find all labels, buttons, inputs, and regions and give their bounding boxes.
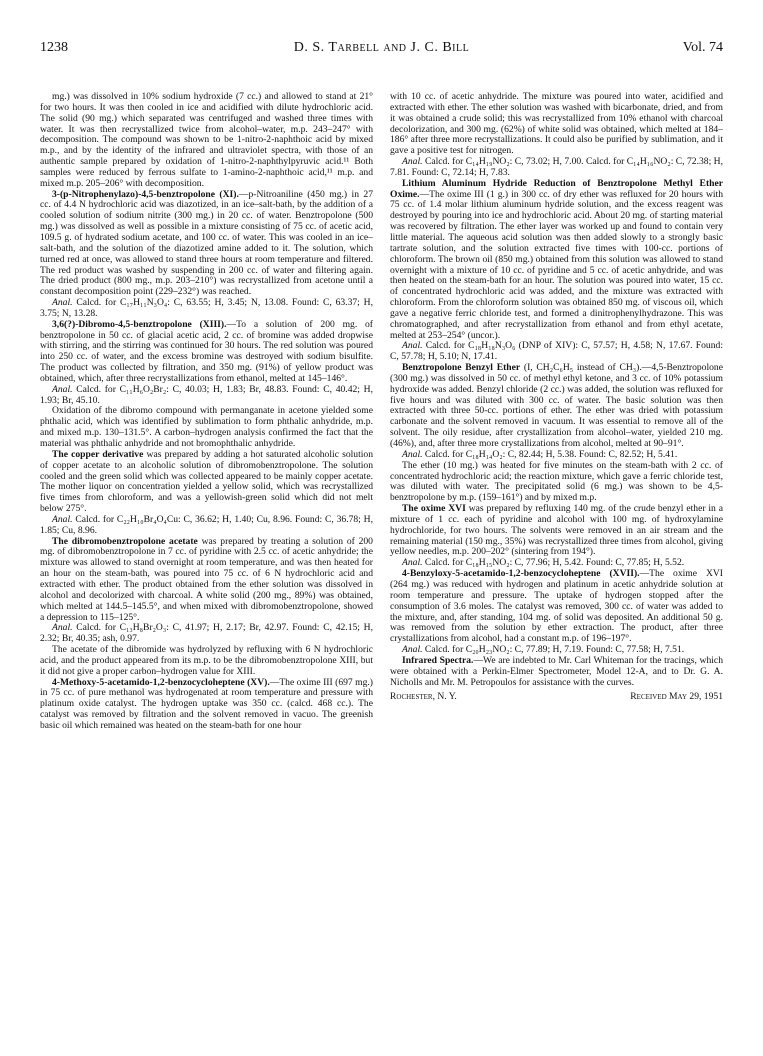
analysis-label: Anal.	[52, 383, 73, 395]
analysis-label: Anal.	[52, 513, 73, 525]
paragraph-text: mg.) was dissolved in 10% sodium hydroxide (7 cc.) and allowed to stand at 21° for two hours. It was then cooled in ice and acidified with dilute hydrochloric acid. The solid (90 mg.) which separated was centrifuged and washed three times with water. It was then recrystallized twice from alcohol–water, m.p. 243–247° with decomposition. The compound was shown to be 1-nitro-2-naphthoic acid by mixed m.p., and by the identity of the infrared and ultraviolet spectra, with those of an authentic sample prepared by oxidation of 1-nitro-2-naphthylpyruvic acid.¹¹ Both samples were reduced by ferrous sulfate to 1-amino-2-naphthoic acid,¹¹ m.p. and mixed m.p. 205–206° with decomposition.	[40, 92, 373, 189]
paragraph-text: Calcd. for C₂₀H₂₃NO₂: C, 77.89; H, 7.19. Found: C, 77.58; H, 7.51.	[422, 644, 685, 656]
paragraph-text: —The oxime III (697 mg.) in 75 cc. of pure methanol was hydrogenated at room temperature and pressure with platinum oxide catalyst. The hydrogen uptake was 350 cc. (calcd. 468 cc.). The catalyst was removed by filtration and the solvent removed in vacuo. The greenish basic oil which remained was heated on the steam-bath for one hour	[40, 676, 373, 731]
paragraph	[390, 569, 723, 645]
paragraph-text: Calcd. for C₁₈H₁₄O₂: C, 82.44; H, 5.38. Found: C, 82.52; H, 5.41.	[422, 448, 678, 460]
analysis-label: Anal.	[402, 644, 423, 656]
paragraph-heading: 3,6(?)-Dibromo-4,5-benztropolone (XIII).	[52, 318, 227, 330]
paragraph-text: (I, CH₂C₆H₅ instead of CH₃).—4,5-Benztropolone (300 mg.) was dissolved in 50 cc. of methyl ethyl ketone, and 3 cc. of 10% potassium hydroxide was added. Benzyl chloride (2 cc.) was added, the solution was refluxed for five hours and was diluted with 300 cc. of water. The basic solution was then extracted with three 50-cc. portions of ether. The ether was dried with potassium carbonate and the solvent removed in vacuum. It was essential to remove all of the solvent. The oily residue, after crystallization from alcohol–water, yielded 210 mg. (46%), and, after three more crystallizations from alcohol, melted at 90–91°.	[390, 362, 723, 449]
paragraph	[40, 623, 373, 645]
paragraph-heading: 4-Methoxy-5-acetamido-1,2-benzocycloheptene (XV).	[52, 676, 270, 688]
paragraph	[390, 363, 723, 450]
paragraph-heading: Infrared Spectra.	[402, 654, 474, 666]
right-column	[390, 92, 723, 1032]
paragraph-text: was prepared by adding a hot saturated alcoholic solution of copper acetate to an alcoholic solution of dibromobenztropolone. The solution cooled and the green solid which was collected appeared to be mainly copper acetate. The mother liquor on concentration yielded a yellow solid, which was recrystallized five times from chloroform, and was a yellowish-green solid which did not melt below 275°.	[40, 448, 373, 515]
paragraph	[40, 190, 373, 298]
paragraph	[40, 92, 373, 190]
running-title: D. S. Tarbell and J. C. Bill	[293, 40, 470, 55]
article-footer	[390, 692, 723, 704]
paragraph-text: Calcd. for C₁₃H₈Br₂O₃: C, 41.97; H, 2.17; Br, 42.97. Found: C, 42.15; H, 2.32; Br, 40.35; ash, 0.97.	[40, 622, 373, 645]
paragraph	[390, 341, 723, 363]
paragraph	[40, 385, 373, 407]
paragraph-text: Calcd. for C₁₇H₁₁N₃O₄: C, 63.55; H, 3.45; N, 13.08. Found: C, 63.37; H, 3.75; N, 13.28.	[40, 297, 373, 319]
paragraph	[40, 320, 373, 385]
paragraph-heading: 4-Benzyloxy-5-acetamido-1,2-benzocycloheptene (XVII).	[402, 568, 640, 580]
paragraph	[40, 450, 373, 515]
paragraph	[390, 157, 723, 179]
paragraph	[390, 92, 723, 157]
paragraph-heading: The oxime XVI	[402, 503, 466, 515]
paragraph-text: —We are indebted to Mr. Carl Whiteman for the tracings, which were obtained with a Perkin-Elmer Spectrometer, Model 12-A, and to Dr. G. A. Nicholls and Mr. M. Petropoulos for assistance with the curves.	[390, 654, 723, 688]
paragraph-heading: 3-(p-Nitrophenylazo)-4,5-benztropolone (XI).	[52, 188, 239, 200]
paragraph	[390, 461, 723, 504]
paragraph-text: Calcd. for C₁₈H₁₈N₃O₆ (DNP of XIV): C, 57.57; H, 4.58; N, 17.67. Found: C, 57.78; H, 5.10; N, 17.41.	[390, 340, 723, 363]
received-date: Received May 29, 1951	[630, 691, 723, 703]
paragraph-heading: The copper derivative	[52, 448, 144, 460]
paragraph	[40, 678, 373, 732]
paragraph	[40, 298, 373, 320]
paragraph	[40, 645, 373, 678]
analysis-label: Anal.	[52, 622, 73, 634]
paragraph-text: —The oxime XVI (264 mg.) was reduced with hydrogen and platinum in acetic anhydride solution at room temperature and pressure. The uptake of hydrogen stopped after the consumption of 3.6 moles. The catalyst was removed, 300 cc. of water was added to the mixture, and, after standing, 104 mg. of solid was deposited. An additional 50 g. was removed from the solution by ether extraction. The product, after three crystallizations from alcohol, had a constant m.p. of 196–197°.	[390, 568, 723, 645]
paragraph-text: with 10 cc. of acetic anhydride. The mixture was poured into water, acidified and extracted with ether. The ether solution was washed with bicarbonate, dried, and from it was obtained a crude solid; this was recrystallized from 10% ethanol with charcoal decolorization, and 300 mg. (62%) of white solid was obtained, which melted at 184–186° after three more recrystallizations. It could also be purified by sublimation, and it gave a positive test for nitrogen.	[390, 92, 723, 157]
paragraph-text: Calcd. for C₂₂H₁₀Br₄O₄Cu: C, 36.62; H, 1.40; Cu, 8.96. Found: C, 36.78; H, 1.85; Cu, 8.96.	[40, 513, 373, 536]
paragraph	[40, 406, 373, 449]
paragraph-text: The acetate of the dibromide was hydrolyzed by refluxing with 6 N hydrochloric acid, and the product appeared from its m.p. to be the dibromobenztropolone XIII, but it did not give a proper carbon–hydrogen value for XIII.	[40, 644, 373, 677]
paragraph-heading: Benztropolone Benzyl Ether	[402, 362, 521, 374]
paragraph-text: The ether (10 mg.) was heated for five minutes on the steam-bath with 2 cc. of concentrated hydrochloric acid; the reaction mixture, which gave a ferric chloride test, was diluted with water. The precipitated solid (6 mg.) was shown to be 4,5-benztropolone by m.p. (159–161°) and by mixed m.p.	[390, 459, 723, 504]
paragraph	[40, 515, 373, 537]
left-column	[40, 92, 373, 1032]
paragraph-text: —p-Nitroaniline (450 mg.) in 27 cc. of 4.4 N hydrochloric acid was diazotized, in an ice–salt-bath, by the addition of a cooled solution of sodium nitrite (300 mg.) in 20 cc. of water. Benztropolone (500 mg.) was dissolved as well as possible in a mixture consisting of 75 cc. of acetic acid, 109.5 g. of hydrated sodium acetate, and 100 cc. of water. This was cooled in an ice–salt-bath, and the solution of the diazotized amine added to it. The solution, which turned red at once, was allowed to stand three hours at room temperature and filtered. The red product was washed by suspending in 200 cc. of water and filtering again. The dried product (800 mg., m.p. 203–210°) was recrystallized from acetone until a constant decomposition point (229–232°) was reached.	[40, 188, 373, 298]
paragraph	[40, 537, 373, 624]
volume-label: Vol. 74	[682, 40, 723, 55]
analysis-label: Anal.	[52, 297, 73, 309]
analysis-label: Anal.	[402, 557, 423, 569]
paragraph	[390, 656, 723, 689]
paragraph	[390, 504, 723, 558]
author-location: Rochester, N. Y.	[390, 691, 457, 703]
paragraph-heading: Lithium Aluminum Hydride Reduction of Benztropolone Methyl Ether Oxime.	[390, 177, 723, 200]
running-header	[40, 40, 723, 60]
paragraph-text: —The oxime III (1 g.) in 300 cc. of dry ether was refluxed for 20 hours with 75 cc. of 1.4 molar lithium aluminum hydride solution, and the excess reagent was destroyed by pouring into ice and hydrochloric acid. About 20 mg. of starting material was recovered by filtration. The ether layer was worked up and found to contain very little material. The aqueous acid solution was then added slowly to a strongly basic tartrate solution, and the solution extracted five times with 100-cc. portions of chloroform. The brown oil (850 mg.) obtained from this solution was allowed to stand overnight with a mixture of 10 cc. of pyridine and 5 cc. of acetic anhydride, and was then heated on the steam-bath for an hour. The solution was poured into water, 15 cc. of concentrated hydrochloric acid was added, and the mixture was extracted with chloroform. From the chloroform solution was obtained 850 mg. of viscous oil, which gave a negative ferric chloride test, and formed a dinitrophenylhydrazone. This was chromatographed, and after recrystallization from ethanol and from ethyl acetate, melted at 253–254° (uncor.).	[390, 188, 723, 341]
page-number: 1238	[40, 40, 68, 55]
paragraph-text: Calcd. for C₁₈H₁₅NO₂: C, 77.96; H, 5.42. Found: C, 77.85; H, 5.52.	[422, 557, 685, 569]
paragraph-text: Calcd. for C₁₁H₆O₂Br₂: C, 40.03; H, 1.83; Br, 48.83. Found: C, 40.42; H, 1.93; Br, 45.10.	[40, 383, 373, 406]
paragraph-text: Calcd. for C₁₄H₁₉NO₂: C, 73.02; H, 7.00. Calcd. for C₁₄H₁₆NO₂: C, 72.38; H, 7.81. Found: C, 72.14; H, 7.83.	[390, 156, 723, 178]
analysis-label: Anal.	[402, 340, 423, 352]
paragraph-heading: The dibromobenztropolone acetate	[52, 535, 198, 547]
analysis-label: Anal.	[402, 156, 423, 168]
paragraph	[390, 179, 723, 342]
paragraph-text: —To a solution of 200 mg. of benztropolone in 50 cc. of glacial acetic acid, 2 cc. of bromine was added dropwise with stirring, and the stirring was continued for 30 hours. The red solution was poured into 250 cc. of water, and the excess bromine was destroyed with sodium bisulfite. The product was collected by filtration, and 350 mg. (91%) of yellow product was obtained, which, after three recrystallizations from ethanol, melted at 145–146°.	[40, 318, 373, 384]
analysis-label: Anal.	[402, 448, 423, 460]
paragraph-text: was prepared by refluxing 140 mg. of the crude benzyl ether in a mixture of 1 cc. each of pyridine and alcohol with 100 mg. of hydroxylamine hydrochloride, for two hours. The solvents were removed in an air stream and the remaining material (150 mg., 35%) was recrystallized three times from alcohol, giving yellow needles, m.p. 200–202° (sintering from 194°).	[390, 503, 723, 558]
paragraph-text: was prepared by treating a solution of 200 mg. of dibromobenztropolone in 7 cc. of pyridine with 2.5 cc. of acetic anhydride; the mixture was allowed to stand overnight at room temperature, and was then heated for an hour on the steam-bath, was poured into 75 cc. of 6 N hydrochloric acid and extracted with ether. The product obtained from the ether solution was dissolved in alcohol and decolorized with charcoal. A white solid (200 mg., 89%) was obtained, which melted at 144.5–145.5°, and when mixed with dibromobenztropolone, showed a depression to 115–125°.	[40, 535, 373, 623]
paragraph-text: Oxidation of the dibromo compound with permanganate in acetone yielded some phthalic acid, which was identified by sublimation to form phthalic anhydride, m.p. and mixed m.p. 130–131.5°. A carbon–hydrogen analysis confirmed the fact that the material was phthalic anhydride and not bromophthalic anhydride.	[40, 405, 373, 449]
